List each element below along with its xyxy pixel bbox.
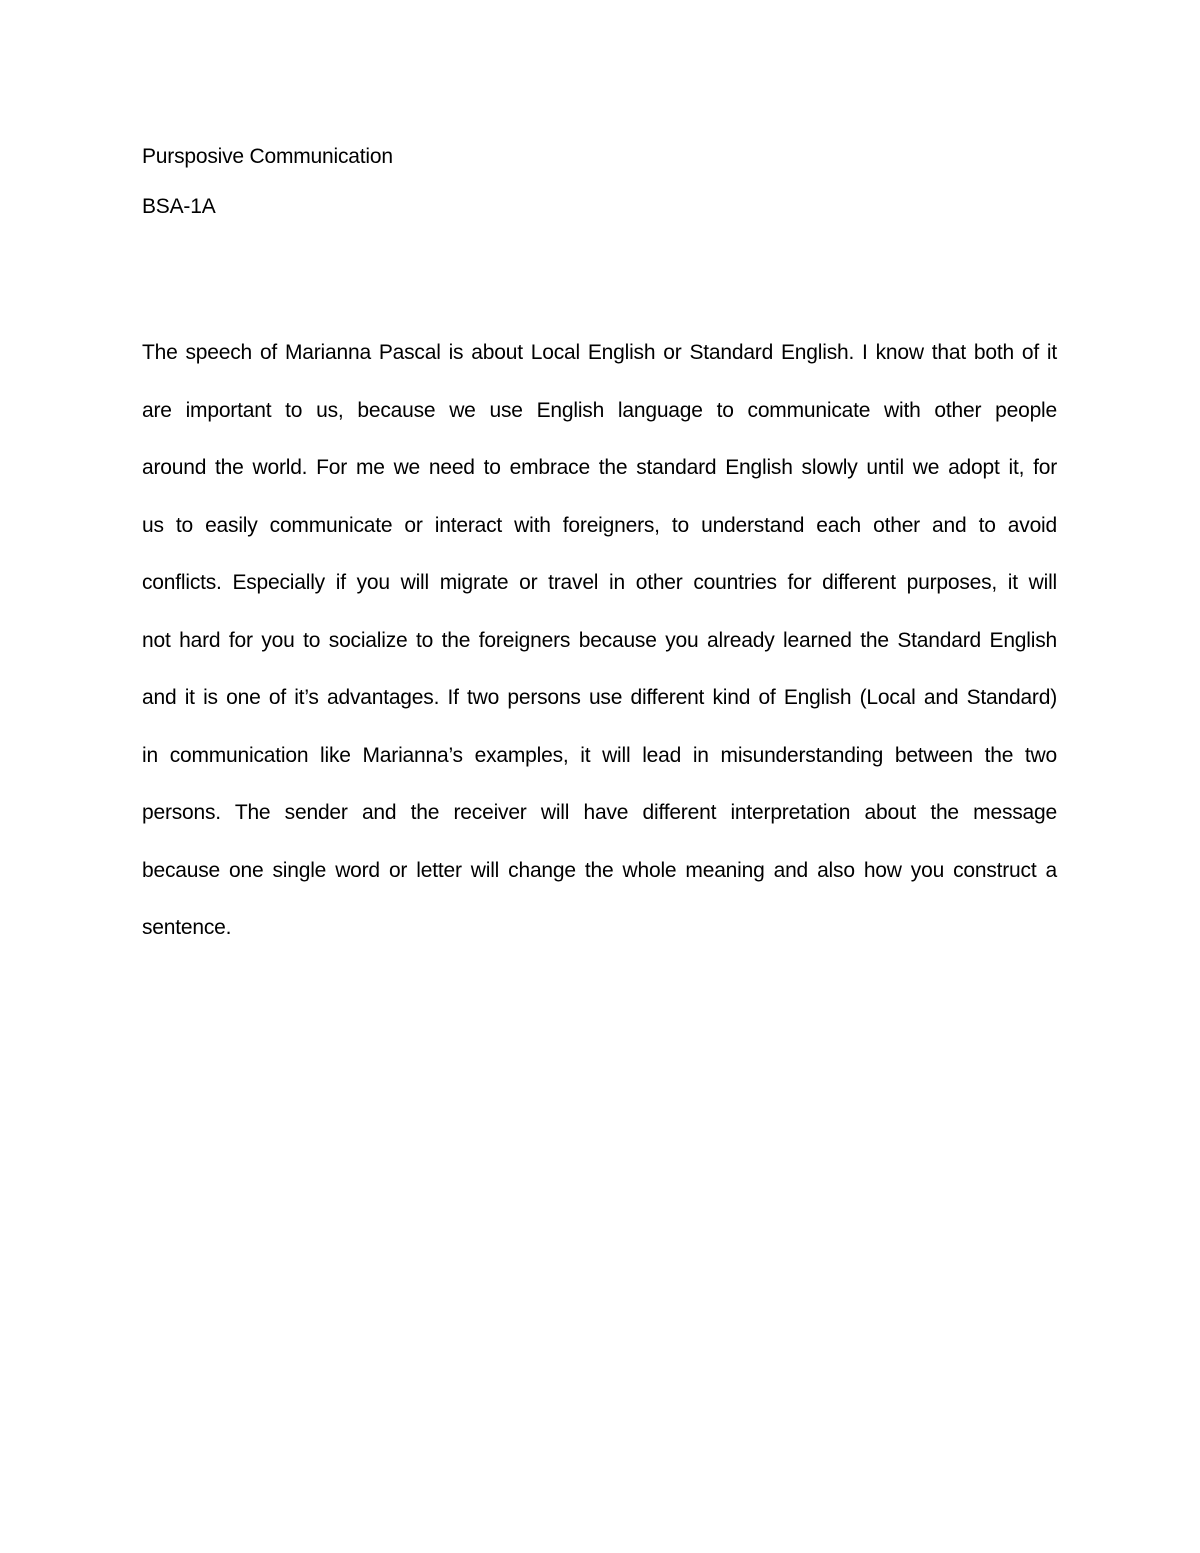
paragraph-line: around the world. For me we need to embrace the standard English slowly until we adopt it, for <box>142 456 1057 479</box>
paragraph-line: because one single word or letter will change the whole meaning and also how you construct a <box>142 859 1057 882</box>
paragraph-line: not hard for you to socialize to the foreigners because you already learned the Standard English <box>142 629 1057 652</box>
paragraph-line: The speech of Marianna Pascal is about Local English or Standard English. I know that both of it <box>142 341 1057 364</box>
paragraph-line: and it is one of it’s advantages. If two persons use different kind of English (Local and Standard) <box>142 686 1057 709</box>
paragraph-line: are important to us, because we use English language to communicate with other people <box>142 399 1057 422</box>
paragraph-line: in communication like Marianna’s examples, it will lead in misunderstanding between the two <box>142 744 1057 767</box>
course-title: Pursposive Communication <box>142 145 393 168</box>
paragraph-line: sentence. <box>142 916 232 939</box>
paragraph-line: conflicts. Especially if you will migrate or travel in other countries for different purposes, it will <box>142 571 1057 594</box>
paragraph-line: persons. The sender and the receiver will have different interpretation about the message <box>142 801 1057 824</box>
section-code: BSA-1A <box>142 195 216 218</box>
paragraph-line: us to easily communicate or interact with foreigners, to understand each other and to avoid <box>142 514 1057 537</box>
